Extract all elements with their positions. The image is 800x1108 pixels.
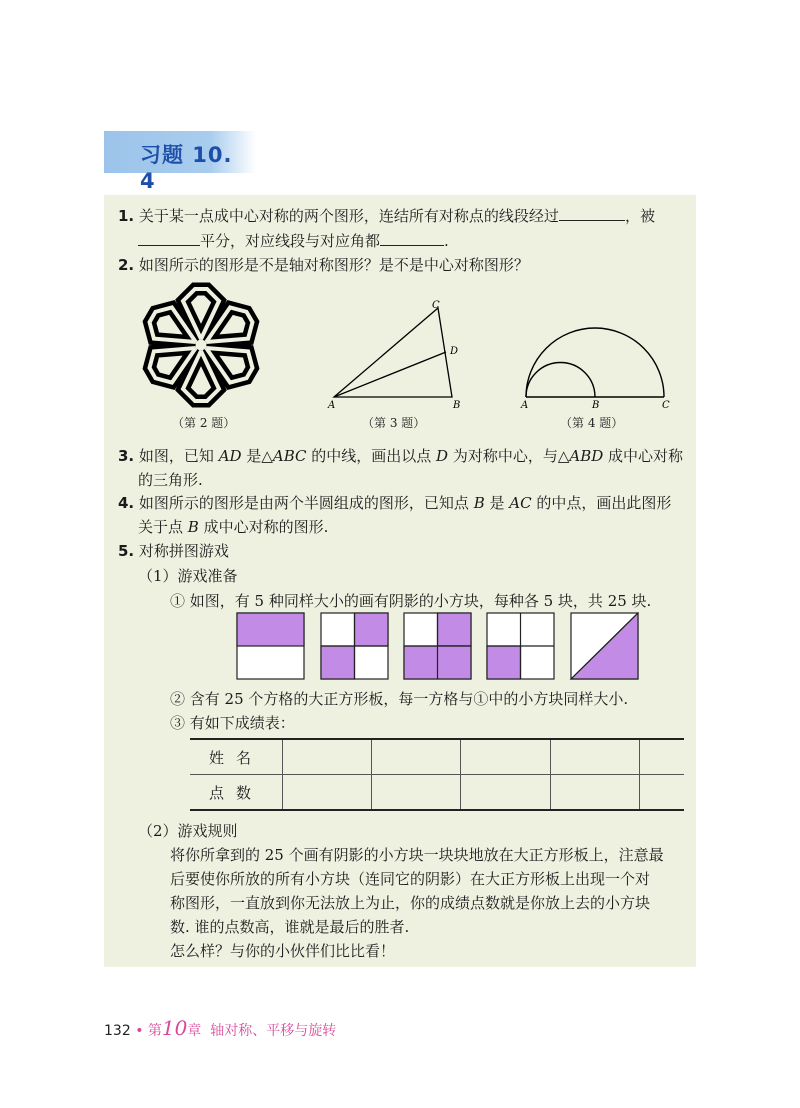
q5-item1: ① 如图，有 5 种同样大小的画有阴影的小方块，每种各 5 块，共 25 块.	[170, 592, 652, 610]
q3-line1: 3. 如图，已知 AD 是△ABC 的中线，画出以点 D 为对称中心，与△ABD 成中心对称	[118, 447, 684, 465]
q3-line2: 的三角形.	[138, 471, 203, 489]
row-header-score: 点数	[190, 775, 283, 811]
rule-line: 怎么样？与你的小伙伴们比比看！	[170, 942, 396, 960]
rule-line: 将你所拿到的 25 个画有阴影的小方块一块块地放在大正方形板上，注意最	[170, 846, 664, 864]
q1-line2: 平分，对应线段与对应角都 .	[138, 230, 449, 252]
tile-top-half	[237, 613, 304, 679]
label-a: A	[521, 400, 529, 410]
caption-fig3: （第 3 题）	[362, 416, 426, 430]
label-c: C	[432, 300, 440, 311]
footer-dot: •	[135, 1023, 144, 1039]
label-d: D	[450, 346, 459, 357]
q5-part2: （2）游戏规则	[138, 822, 238, 840]
exercise-header	[104, 131, 256, 193]
semicircles-figure	[526, 328, 664, 397]
tile-diagonal-half	[571, 613, 638, 679]
caption-fig4: （第 4 题）	[560, 416, 624, 430]
page-footer	[104, 1016, 336, 1040]
tile-three-quarters	[404, 613, 471, 679]
triangle-abc-figure	[334, 308, 452, 397]
chapter-suffix: 章	[187, 1023, 202, 1039]
q5-part1: （1）游戏准备	[138, 567, 238, 585]
answer-blank	[138, 231, 200, 246]
score-table	[190, 738, 684, 811]
rule-line: 称图形，一直放到你无法放上为止，你的成绩点数就是你放上去的小方块	[170, 894, 651, 912]
q2-line: 2. 如图所示的图形是不是轴对称图形？是不是中心对称图形？	[118, 256, 529, 274]
label-b: B	[453, 400, 461, 410]
chapter-number: 10	[161, 1016, 188, 1040]
q5-title: 5. 对称拼图游戏	[118, 542, 229, 560]
rule-line: 数. 谁的点数高，谁就是最后的胜者.	[170, 918, 410, 936]
label-c: C	[662, 400, 670, 410]
figures-row	[120, 282, 680, 410]
chapter-prefix: 第	[147, 1023, 162, 1039]
answer-blank	[559, 206, 625, 221]
q4-line2: 关于点 B 成中心对称的图形.	[138, 518, 329, 536]
row-header-name: 姓名	[190, 739, 283, 775]
caption-fig2: （第 2 题）	[172, 416, 236, 430]
tile-diagonal-quarters	[321, 613, 388, 679]
hexagram-knot-figure	[144, 289, 259, 401]
rule-line: 后要使你所放的所有小方块（连同它的阴影）在大正方形板上出现一个对	[170, 870, 651, 888]
chapter-title: 轴对称、平移与旋转	[210, 1023, 337, 1039]
tile-set	[236, 612, 646, 682]
table-row	[190, 739, 684, 775]
q1-line1: 1. 关于某一点成中心对称的两个图形，连结所有对称点的线段经过 ，被	[118, 207, 655, 225]
tile-one-quarter	[487, 613, 554, 679]
page-number: 132	[104, 1023, 131, 1039]
table-row	[190, 775, 684, 811]
q4-line1: 4. 如图所示的图形是由两个半圆组成的图形，已知点 B 是 AC 的中点，画出此图形	[118, 494, 672, 512]
label-a: A	[328, 400, 336, 410]
label-b: B	[592, 400, 600, 410]
answer-blank	[380, 231, 444, 246]
q5-item3: ③ 有如下成绩表：	[170, 714, 295, 732]
q5-item2: ② 含有 25 个方格的大正方形板，每一方格与①中的小方块同样大小.	[170, 690, 629, 708]
exercise-title: 习题 10. 4	[140, 143, 233, 193]
